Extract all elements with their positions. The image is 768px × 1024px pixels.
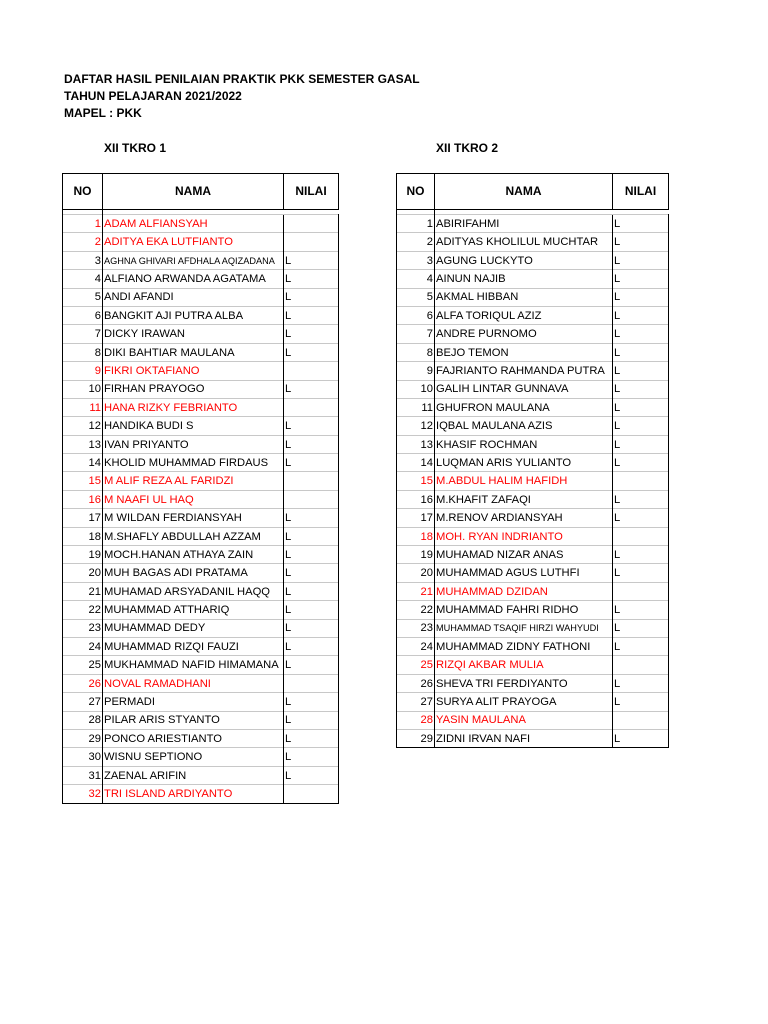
table-row xyxy=(63,766,339,784)
grade-value: L xyxy=(613,693,669,711)
student-name: PERMADI xyxy=(103,693,284,711)
table-row xyxy=(397,601,669,619)
student-name: MUHAMMAD TSAQIF HIRZI WAHYUDI xyxy=(435,619,613,637)
grade-value: L xyxy=(613,637,669,655)
grade-value xyxy=(284,490,339,508)
table-row xyxy=(63,398,339,416)
table-row xyxy=(63,729,339,747)
student-name: MOCH.HANAN ATHAYA ZAIN xyxy=(103,546,284,564)
student-name: MUHAMMAD ZIDNY FATHONI xyxy=(435,637,613,655)
row-number: 2 xyxy=(397,233,435,251)
row-number: 2 xyxy=(63,233,103,251)
row-number: 26 xyxy=(63,674,103,692)
row-number: 30 xyxy=(63,748,103,766)
table-row xyxy=(397,306,669,324)
student-name: MUH BAGAS ADI PRATAMA xyxy=(103,564,284,582)
student-name: ALFIANO ARWANDA AGATAMA xyxy=(103,270,284,288)
row-number: 16 xyxy=(63,490,103,508)
row-number: 32 xyxy=(63,785,103,803)
table-row xyxy=(397,619,669,637)
student-name: MOH. RYAN INDRIANTO xyxy=(435,527,613,545)
student-name: DIKI BAHTIAR MAULANA xyxy=(103,343,284,361)
row-number: 25 xyxy=(397,656,435,674)
table-header-row xyxy=(397,174,669,210)
student-name: ZIDNI IRVAN NAFI xyxy=(435,729,613,747)
row-number: 20 xyxy=(397,564,435,582)
student-name: LUQMAN ARIS YULIANTO xyxy=(435,454,613,472)
grade-value xyxy=(613,656,669,674)
student-name: M.SHAFLY ABDULLAH AZZAM xyxy=(103,527,284,545)
table-row xyxy=(397,729,669,747)
grade-value: L xyxy=(613,674,669,692)
grade-value: L xyxy=(284,637,339,655)
grade-value: L xyxy=(613,601,669,619)
row-number: 14 xyxy=(63,454,103,472)
table-row xyxy=(63,288,339,306)
table-row xyxy=(397,417,669,435)
table-row xyxy=(397,637,669,655)
grade-value: L xyxy=(613,343,669,361)
student-name: FIKRI OKTAFIANO xyxy=(103,362,284,380)
table-row xyxy=(63,380,339,398)
row-number: 29 xyxy=(397,729,435,747)
table-row xyxy=(63,343,339,361)
column-header-no: NO xyxy=(63,174,103,210)
grade-value: L xyxy=(284,619,339,637)
row-number: 23 xyxy=(63,619,103,637)
table-row xyxy=(397,693,669,711)
student-name: HANA RIZKY FEBRIANTO xyxy=(103,398,284,416)
row-number: 21 xyxy=(397,582,435,600)
grade-value: L xyxy=(613,380,669,398)
grade-value: L xyxy=(284,693,339,711)
row-number: 22 xyxy=(397,601,435,619)
table-row xyxy=(63,435,339,453)
grade-value: L xyxy=(284,417,339,435)
student-name: IVAN PRIYANTO xyxy=(103,435,284,453)
row-number: 25 xyxy=(63,656,103,674)
grade-value xyxy=(284,215,339,233)
table-row xyxy=(63,417,339,435)
column-header-nama: NAMA xyxy=(435,174,613,210)
class-title-tkro2: XII TKRO 2 xyxy=(436,141,499,155)
student-name: KHASIF ROCHMAN xyxy=(435,435,613,453)
row-number: 19 xyxy=(63,546,103,564)
grade-value: L xyxy=(284,582,339,600)
grade-value: L xyxy=(284,711,339,729)
table-row xyxy=(397,362,669,380)
row-number: 20 xyxy=(63,564,103,582)
row-number: 5 xyxy=(397,288,435,306)
table-row xyxy=(397,251,669,269)
grade-value: L xyxy=(284,656,339,674)
grade-value xyxy=(613,711,669,729)
row-number: 17 xyxy=(397,509,435,527)
student-name: BANGKIT AJI PUTRA ALBA xyxy=(103,306,284,324)
row-number: 6 xyxy=(63,306,103,324)
student-name: MUHAMMAD ATTHARIQ xyxy=(103,601,284,619)
student-name: ADITYAS KHOLILUL MUCHTAR xyxy=(435,233,613,251)
student-name: KHOLID MUHAMMAD FIRDAUS xyxy=(103,454,284,472)
student-name: SHEVA TRI FERDIYANTO xyxy=(435,674,613,692)
table-row xyxy=(397,325,669,343)
table-row xyxy=(397,546,669,564)
grade-value: L xyxy=(284,435,339,453)
row-number: 19 xyxy=(397,546,435,564)
column-header-nilai: NILAI xyxy=(613,174,669,210)
row-number: 27 xyxy=(397,693,435,711)
table-row xyxy=(63,490,339,508)
table-row xyxy=(63,748,339,766)
table-row xyxy=(397,215,669,233)
table-row xyxy=(397,509,669,527)
row-number: 1 xyxy=(397,215,435,233)
row-number: 12 xyxy=(63,417,103,435)
grade-value xyxy=(613,527,669,545)
grade-value: L xyxy=(284,546,339,564)
row-number: 13 xyxy=(397,435,435,453)
table-row xyxy=(63,656,339,674)
grade-value: L xyxy=(284,343,339,361)
table-row xyxy=(63,674,339,692)
table-row xyxy=(63,306,339,324)
row-number: 18 xyxy=(63,527,103,545)
student-name: PONCO ARIESTIANTO xyxy=(103,729,284,747)
grade-value: L xyxy=(613,251,669,269)
table-row xyxy=(397,380,669,398)
row-number: 12 xyxy=(397,417,435,435)
grade-table-tkro1 xyxy=(62,173,339,804)
student-name: M.KHAFIT ZAFAQI xyxy=(435,490,613,508)
column-header-nilai: NILAI xyxy=(284,174,339,210)
student-name: M.RENOV ARDIANSYAH xyxy=(435,509,613,527)
class-title-tkro1: XII TKRO 1 xyxy=(104,141,167,155)
row-number: 3 xyxy=(397,251,435,269)
grade-value: L xyxy=(613,509,669,527)
row-number: 15 xyxy=(63,472,103,490)
student-name: MUHAMMAD FAHRI RIDHO xyxy=(435,601,613,619)
student-name: MUHAMMAD AGUS LUTHFI xyxy=(435,564,613,582)
student-name: TRI ISLAND ARDIYANTO xyxy=(103,785,284,803)
grade-value: L xyxy=(284,527,339,545)
student-name: ADAM ALFIANSYAH xyxy=(103,215,284,233)
student-name: M ALIF REZA AL FARIDZI xyxy=(103,472,284,490)
student-name: ANDRE PURNOMO xyxy=(435,325,613,343)
table-row xyxy=(63,454,339,472)
student-name: BEJO TEMON xyxy=(435,343,613,361)
table-row xyxy=(63,509,339,527)
grade-value: L xyxy=(613,362,669,380)
table-row xyxy=(397,343,669,361)
row-number: 11 xyxy=(63,398,103,416)
table-row xyxy=(63,362,339,380)
grade-value: L xyxy=(613,564,669,582)
table-row xyxy=(63,785,339,803)
table-body xyxy=(63,210,339,804)
student-name: DICKY IRAWAN xyxy=(103,325,284,343)
grade-value xyxy=(284,398,339,416)
row-number: 17 xyxy=(63,509,103,527)
grade-value: L xyxy=(613,435,669,453)
student-name: ALFA TORIQUL AZIZ xyxy=(435,306,613,324)
grade-table-tkro2 xyxy=(396,173,669,748)
grade-value: L xyxy=(284,288,339,306)
student-name: ZAENAL ARIFIN xyxy=(103,766,284,784)
student-name: M NAAFI UL HAQ xyxy=(103,490,284,508)
table-row xyxy=(63,472,339,490)
grade-value xyxy=(613,472,669,490)
table-row xyxy=(63,693,339,711)
student-name: AGHNA GHIVARI AFDHALA AQIZADANA xyxy=(103,251,284,269)
student-name: MUHAMMAD DZIDAN xyxy=(435,582,613,600)
grade-value xyxy=(284,785,339,803)
table-row xyxy=(63,582,339,600)
row-number: 8 xyxy=(397,343,435,361)
grade-value: L xyxy=(613,270,669,288)
table-row xyxy=(63,270,339,288)
table-row xyxy=(63,619,339,637)
table-row xyxy=(397,435,669,453)
table-row xyxy=(397,711,669,729)
row-number: 16 xyxy=(397,490,435,508)
grade-value: L xyxy=(284,509,339,527)
row-number: 18 xyxy=(397,527,435,545)
row-number: 5 xyxy=(63,288,103,306)
table-row xyxy=(63,215,339,233)
student-name: FIRHAN PRAYOGO xyxy=(103,380,284,398)
grade-value: L xyxy=(613,546,669,564)
grade-value: L xyxy=(613,729,669,747)
table-row xyxy=(397,233,669,251)
subject-label: MAPEL : PKK xyxy=(64,106,142,120)
table-header-row xyxy=(63,174,339,210)
student-name: PILAR ARIS STYANTO xyxy=(103,711,284,729)
student-name: WISNU SEPTIONO xyxy=(103,748,284,766)
row-number: 9 xyxy=(63,362,103,380)
table-row xyxy=(63,546,339,564)
student-name: MUHAMMAD RIZQI FAUZI xyxy=(103,637,284,655)
column-header-no: NO xyxy=(397,174,435,210)
row-number: 31 xyxy=(63,766,103,784)
grade-value: L xyxy=(613,325,669,343)
grade-value: L xyxy=(613,233,669,251)
student-name: M.ABDUL HALIM HAFIDH xyxy=(435,472,613,490)
student-name: SURYA ALIT PRAYOGA xyxy=(435,693,613,711)
row-number: 28 xyxy=(63,711,103,729)
row-number: 21 xyxy=(63,582,103,600)
student-name: ADITYA EKA LUTFIANTO xyxy=(103,233,284,251)
student-name: AINUN NAJIB xyxy=(435,270,613,288)
grade-value xyxy=(284,674,339,692)
academic-year: TAHUN PELAJARAN 2021/2022 xyxy=(64,89,242,103)
table-row xyxy=(63,233,339,251)
table-body xyxy=(397,210,669,748)
row-number: 14 xyxy=(397,454,435,472)
grade-value: L xyxy=(613,490,669,508)
student-name: ANDI AFANDI xyxy=(103,288,284,306)
grade-value: L xyxy=(284,325,339,343)
grade-value xyxy=(613,582,669,600)
document-title: DAFTAR HASIL PENILAIAN PRAKTIK PKK SEMESTER GASAL xyxy=(64,72,420,86)
table-row xyxy=(397,288,669,306)
student-name: FAJRIANTO RAHMANDA PUTRA xyxy=(435,362,613,380)
grade-value: L xyxy=(613,619,669,637)
table-row xyxy=(63,637,339,655)
table-row xyxy=(397,472,669,490)
table-row xyxy=(63,527,339,545)
row-number: 24 xyxy=(397,637,435,655)
row-number: 4 xyxy=(397,270,435,288)
student-name: IQBAL MAULANA AZIS xyxy=(435,417,613,435)
grade-value: L xyxy=(284,729,339,747)
table-row xyxy=(397,270,669,288)
row-number: 26 xyxy=(397,674,435,692)
grade-value: L xyxy=(284,454,339,472)
table-row xyxy=(397,490,669,508)
student-name: NOVAL RAMADHANI xyxy=(103,674,284,692)
row-number: 22 xyxy=(63,601,103,619)
row-number: 29 xyxy=(63,729,103,747)
grade-value: L xyxy=(284,270,339,288)
grade-value: L xyxy=(284,748,339,766)
table-row xyxy=(397,674,669,692)
student-name: GALIH LINTAR GUNNAVA xyxy=(435,380,613,398)
table-row xyxy=(397,454,669,472)
student-name: RIZQI AKBAR MULIA xyxy=(435,656,613,674)
grade-value: L xyxy=(613,398,669,416)
row-number: 27 xyxy=(63,693,103,711)
row-number: 24 xyxy=(63,637,103,655)
student-name: MUHAMMAD DEDY xyxy=(103,619,284,637)
grade-value: L xyxy=(613,288,669,306)
grade-value: L xyxy=(284,251,339,269)
grade-value: L xyxy=(284,601,339,619)
student-name: GHUFRON MAULANA xyxy=(435,398,613,416)
grade-value: L xyxy=(284,564,339,582)
table-row xyxy=(397,656,669,674)
student-name: MUKHAMMAD NAFID HIMAMANA xyxy=(103,656,284,674)
row-number: 1 xyxy=(63,215,103,233)
row-number: 9 xyxy=(397,362,435,380)
row-number: 7 xyxy=(63,325,103,343)
row-number: 7 xyxy=(397,325,435,343)
grade-value xyxy=(284,472,339,490)
table-row xyxy=(63,711,339,729)
row-number: 23 xyxy=(397,619,435,637)
row-number: 3 xyxy=(63,251,103,269)
student-name: ABIRIFAHMI xyxy=(435,215,613,233)
table-row xyxy=(397,527,669,545)
student-name: HANDIKA BUDI S xyxy=(103,417,284,435)
table-row xyxy=(397,398,669,416)
row-number: 15 xyxy=(397,472,435,490)
grade-value: L xyxy=(284,306,339,324)
table-row xyxy=(397,582,669,600)
grade-value: L xyxy=(613,306,669,324)
row-number: 10 xyxy=(397,380,435,398)
table-row xyxy=(63,564,339,582)
student-name: MUHAMAD ARSYADANIL HAQQ xyxy=(103,582,284,600)
student-name: AGUNG LUCKYTO xyxy=(435,251,613,269)
table-row xyxy=(63,251,339,269)
grade-value: L xyxy=(284,380,339,398)
student-name: MUHAMAD NIZAR ANAS xyxy=(435,546,613,564)
table-row xyxy=(397,564,669,582)
grade-value xyxy=(284,362,339,380)
row-number: 8 xyxy=(63,343,103,361)
row-number: 6 xyxy=(397,306,435,324)
grade-value: L xyxy=(613,454,669,472)
grade-value: L xyxy=(613,417,669,435)
row-number: 13 xyxy=(63,435,103,453)
student-name: YASIN MAULANA xyxy=(435,711,613,729)
grade-value xyxy=(284,233,339,251)
grade-value: L xyxy=(284,766,339,784)
student-name: M WILDAN FERDIANSYAH xyxy=(103,509,284,527)
row-number: 11 xyxy=(397,398,435,416)
student-name: AKMAL HIBBAN xyxy=(435,288,613,306)
table-row xyxy=(63,601,339,619)
column-header-nama: NAMA xyxy=(103,174,284,210)
row-number: 28 xyxy=(397,711,435,729)
row-number: 4 xyxy=(63,270,103,288)
table-row xyxy=(63,325,339,343)
row-number: 10 xyxy=(63,380,103,398)
grade-value: L xyxy=(613,215,669,233)
